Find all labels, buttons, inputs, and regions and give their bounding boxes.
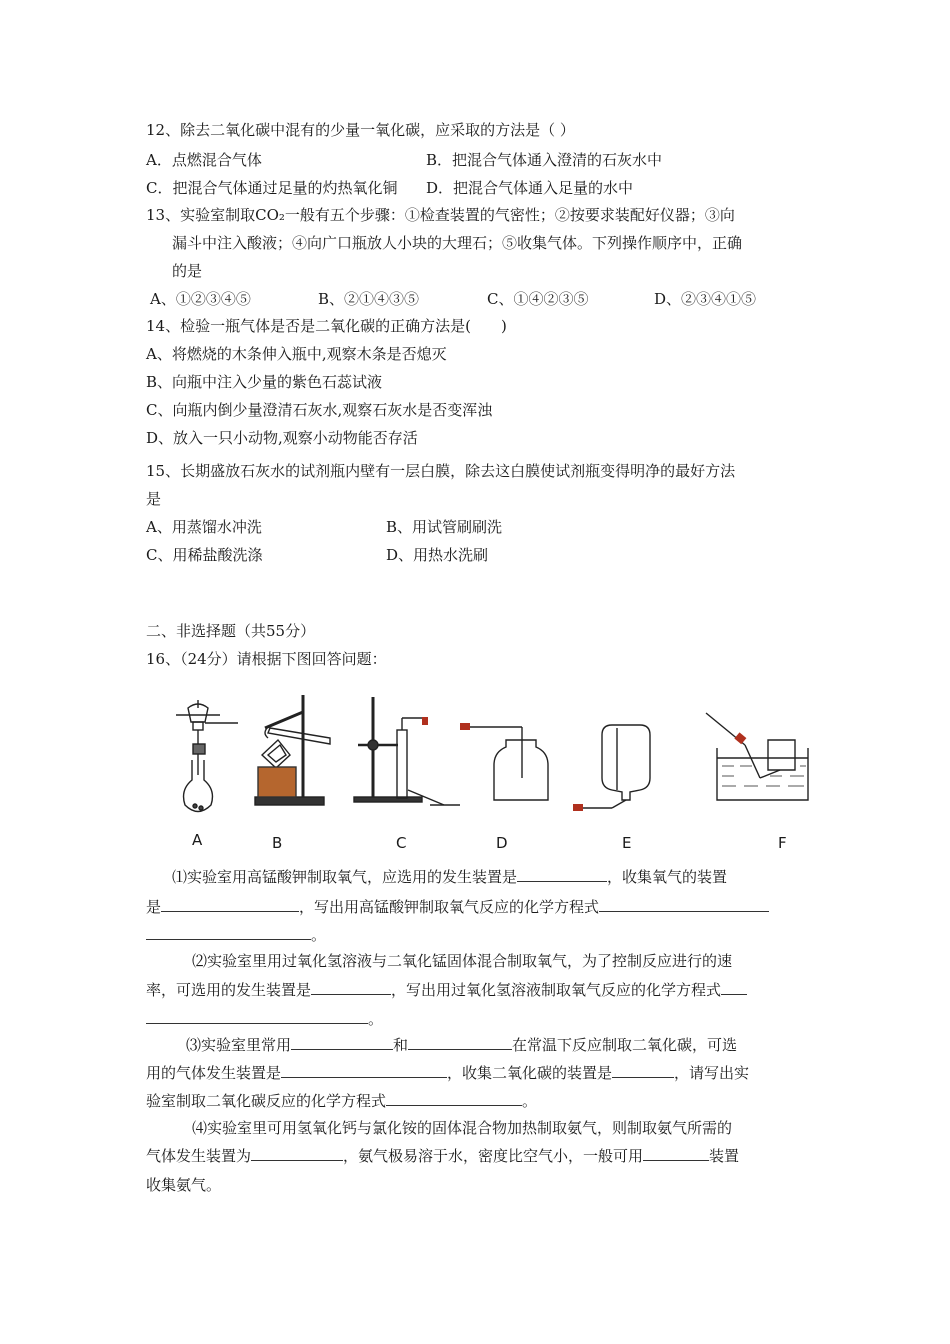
answer-blank-2-equation-cont[interactable]	[146, 1008, 368, 1024]
q16-part2-text-c: ，写出用过氧化氢溶液制取氧气反应的化学方程式	[391, 981, 722, 999]
q16-part3-text-e: ，收集二氧化碳的装置是	[447, 1064, 613, 1082]
q16-part1-end: 。	[311, 926, 327, 944]
q16-part2-line1: ⑵实验室里用过氧化氢溶液与二氧化锰固体混合制取氧气，为了控制反应进行的速	[192, 952, 733, 970]
q13-option-d: D、②③④①⑤	[654, 290, 757, 308]
q16-part3-text-a: ⑶实验室里常用	[186, 1036, 292, 1054]
answer-blank-2-equation[interactable]	[721, 979, 747, 995]
q12-option-b: B．把混合气体通入澄清的石灰水中	[426, 151, 663, 169]
q16-part2-line2	[146, 979, 747, 1001]
apparatus-d	[462, 727, 548, 800]
q14-option-a: A、将燃烧的木条伸入瓶中,观察木条是否熄灭	[146, 345, 447, 363]
q12-option-c: C．把混合气体通过足量的灼热氧化铜	[146, 179, 398, 197]
q16-part3-text-f: ，请写出实	[674, 1064, 750, 1082]
q15-option-a: A、用蒸馏水冲洗	[146, 518, 262, 536]
q15-option-d: D、用热水洗刷	[386, 546, 489, 564]
apparatus-e	[576, 725, 650, 808]
q16-part3-line1	[186, 1034, 737, 1056]
q16-part3-line2	[146, 1062, 749, 1084]
q16-stem: 16、（24分）请根据下图回答问题：	[146, 650, 387, 668]
section-heading: 二、非选择题（共55分）	[146, 622, 316, 640]
apparatus-f	[706, 713, 808, 800]
q16-part3-text-g: 验室制取二氧化碳反应的化学方程式	[146, 1092, 387, 1110]
q13-option-b: B、②①④③⑤	[318, 290, 420, 308]
q15-option-c: C、用稀盐酸洗涤	[146, 546, 263, 564]
q16-part1-line1	[172, 866, 727, 888]
q12-stem: 12、除去二氧化碳中混有的少量一氧化碳，应采取的方法是（ ）	[146, 121, 575, 139]
q16-part4-text-d: 装置	[709, 1147, 740, 1165]
label-a: A	[192, 831, 203, 849]
q12-option-d: D．把混合气体通入足量的水中	[426, 179, 634, 197]
q16-part2-line3	[146, 1008, 383, 1030]
answer-blank-3-reagent2[interactable]	[408, 1034, 512, 1050]
q15-option-b: B、用试管刷刷洗	[386, 518, 503, 536]
q13-option-a: A、①②③④⑤	[150, 290, 251, 308]
label-c: C	[396, 834, 407, 852]
q15-line2: 是	[146, 490, 162, 508]
q14-option-c: C、向瓶内倒少量澄清石灰水,观察石灰水是否变浑浊	[146, 401, 493, 419]
q16-part4-line3: 收集氨气。	[146, 1176, 222, 1194]
q15-line1: 15、长期盛放石灰水的试剂瓶内壁有一层白膜，除去这白膜使试剂瓶变得明净的最好方法	[146, 462, 736, 480]
q13-option-c: C、①④②③⑤	[487, 290, 589, 308]
answer-blank-4-generator[interactable]	[251, 1145, 343, 1161]
q14-option-d: D、放入一只小动物,观察小动物能否存活	[146, 429, 418, 447]
q14-stem: 14、检验一瓶气体是否是二氧化碳的正确方法是( )	[146, 317, 507, 335]
answer-blank-3-collector[interactable]	[612, 1062, 674, 1078]
q14-option-b: B、向瓶中注入少量的紫色石蕊试液	[146, 373, 383, 391]
q16-part4-line1: ⑷实验室里可用氢氧化钙与氯化铵的固体混合物加热制取氨气，则制取氨气所需的	[192, 1119, 733, 1137]
q16-part3-text-c: 在常温下反应制取二氧化碳，可选	[512, 1036, 738, 1054]
q16-part3-text-d: 用的气体发生装置是	[146, 1064, 282, 1082]
answer-blank-3-reagent1[interactable]	[291, 1034, 393, 1050]
q12-option-a: A．点燃混合气体	[146, 151, 262, 169]
q16-part1-text-c: 是	[146, 898, 162, 916]
answer-blank-3-equation[interactable]	[386, 1090, 522, 1106]
q16-part3-text-b: 和	[393, 1036, 409, 1054]
q16-part1-line3	[146, 924, 326, 946]
q13-line2: 漏斗中注入酸液；④向广口瓶放人小块的大理石；⑤收集气体。下列操作顺序中，正确	[172, 234, 743, 252]
answer-blank-4-collector[interactable]	[643, 1145, 709, 1161]
q16-part4-line2	[146, 1145, 739, 1167]
label-b: B	[272, 834, 283, 852]
q16-part1-text-a: ⑴实验室用高锰酸钾制取氧气，应选用的发生装置是	[172, 868, 518, 886]
label-f: F	[778, 834, 787, 852]
answer-blank-3-generator[interactable]	[281, 1062, 447, 1078]
q16-part2-text-b: 率，可选用的发生装置是	[146, 981, 312, 999]
answer-blank-1-collector[interactable]	[161, 896, 299, 912]
answer-blank-1-generator[interactable]	[517, 866, 607, 882]
answer-blank-1-equation-cont[interactable]	[146, 924, 311, 940]
apparatus-b	[255, 695, 330, 805]
q13-line1: 13、实验室制取CO₂一般有五个步骤：①检查装置的气密性；②按要求装配好仪器；③向	[146, 206, 735, 224]
answer-blank-2-generator[interactable]	[311, 979, 391, 995]
q16-part2-end: 。	[368, 1010, 384, 1028]
q16-part4-text-b: 气体发生装置为	[146, 1147, 252, 1165]
q16-part4-text-c: ，氨气极易溶于水，密度比空气小，一般可用	[343, 1147, 644, 1165]
label-d: D	[496, 834, 508, 852]
apparatus-a	[176, 700, 238, 812]
q16-part3-line3	[146, 1090, 537, 1112]
label-e: E	[622, 834, 632, 852]
apparatus-c	[354, 697, 460, 805]
answer-blank-1-equation[interactable]	[599, 896, 769, 912]
q16-part1-text-d: ，写出用高锰酸钾制取氧气反应的化学方程式	[299, 898, 600, 916]
q16-part3-end: 。	[522, 1092, 538, 1110]
q16-part1-text-b: ，收集氧气的装置	[607, 868, 728, 886]
q16-part1-line2	[146, 896, 769, 918]
q13-line3: 的是	[172, 262, 203, 280]
